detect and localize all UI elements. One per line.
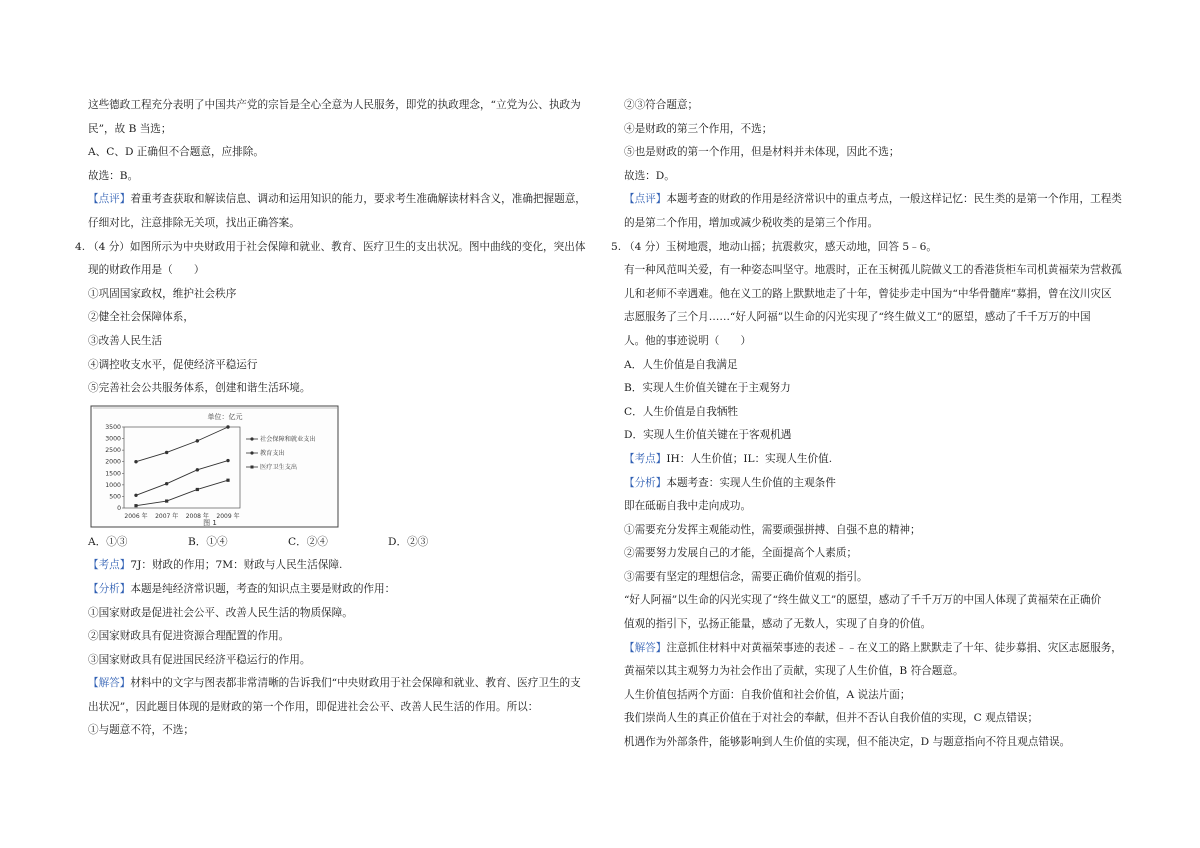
fenxi-item: 值观的指引下，弘扬正能量，感动了无数人，实现了自身的价值。: [624, 618, 932, 631]
data-point: [134, 504, 137, 507]
fenxi-item: “好人阿福”以生命的闪光实现了“终生做义工”的愿望，感动了千千万万的中国人体现了黄福荣在正确价: [624, 594, 1102, 607]
y-tick-label: 2500: [105, 446, 121, 454]
x-tick-label: 2009 年: [216, 512, 240, 520]
question-4-stem: [75, 236, 593, 260]
comment-tag: 【点评】: [88, 193, 131, 206]
fenxi-item: ②需要努力发展自己的才能，全面提高个人素质；: [624, 547, 858, 560]
jieda-line: [624, 637, 1132, 661]
fenxi-line: [88, 578, 593, 602]
passage-line: 有一种风范叫关爱，有一种姿态叫坚守。地震时，正在玉树孤儿院做义工的香港货柜车司机黄福荣为营救孤: [624, 264, 1122, 277]
expenditure-chart: [90, 405, 340, 529]
fenxi-item: ③国家财政具有促进国民经济平稳运行的作用。: [88, 653, 311, 666]
text-line: ②③符合题意；: [624, 99, 699, 111]
fenxi-text: 本题考查：实现人生价值的主观条件: [666, 476, 836, 489]
data-point: [196, 488, 199, 491]
chart-svg: [90, 405, 340, 529]
chart-caption: 图 1: [203, 518, 217, 527]
question-item: ④调控收支水平，促使经济平稳运行: [88, 358, 258, 371]
text-line: 故选：D。: [624, 169, 675, 182]
comment-tag: 【点评】: [624, 193, 667, 206]
question-number: 4.: [75, 240, 86, 253]
y-tick-label: 2000: [105, 458, 121, 466]
legend-label: 医疗卫生支出: [260, 463, 298, 471]
text-line: 这些德政工程充分表明了中国共产党的宗旨是全心全意为人民服务，即党的执政理念，“立党为公、执政为: [88, 99, 581, 111]
data-point: [226, 459, 229, 462]
text-line: 仔细对比，注意排除无关项，找出正确答案。: [88, 216, 300, 229]
right-column: [611, 94, 1132, 755]
data-point: [196, 439, 199, 442]
y-tick-label: 3500: [105, 423, 121, 431]
fenxi-item: ①国家财政是促进社会公平、改善人民生活的物质保障。: [88, 606, 353, 619]
answer-options: [88, 531, 593, 555]
passage-line: 儿和老师不幸遇难。他在义工的路上默默地走了十年，曾徒步走中国为“中华骨髓库”募捐，曾在汶川灾区: [624, 287, 1112, 300]
option-b[interactable]: B．①④: [188, 535, 228, 548]
legend-label: 社会保障和就业支出: [260, 435, 316, 443]
kaodian-line: [624, 448, 1132, 472]
question-item: ②健全社会保障体系，: [88, 311, 194, 324]
data-point: [134, 493, 137, 496]
option-d[interactable]: D．实现人生价值关键在于客观机遇: [624, 429, 792, 442]
fenxi-item: ③需要有坚定的理想信念，需要正确价值观的指引。: [624, 570, 868, 583]
option-a[interactable]: A．人生价值是自我满足: [624, 358, 738, 371]
question-stem: （4 分）玉树地震，地动山摇；抗震救灾，感天动地，回答 5﹣6。: [624, 240, 937, 253]
x-tick-label: 2007 年: [155, 512, 179, 520]
text-line: 的是第二个作用，增加或减少税收类的是第三个作用。: [624, 216, 879, 229]
text-line: 出状况”，因此题目体现的是财政的第一个作用，即促进社会公平、改善人民生活的作用。所以：: [88, 700, 539, 713]
comment-text: 着重考查获取和解读信息、调动和运用知识的能力，要求考生准确解读材料含义，准确把握题意，: [130, 193, 586, 206]
x-tick-label: 2008 年: [185, 512, 209, 520]
y-tick-label: 0: [117, 504, 121, 512]
data-point: [226, 478, 229, 481]
text-line: 故选：B。: [88, 169, 139, 182]
jieda-text: 注意抓住材料中对黄福荣事迹的表述﹣﹣在义工的路上默默走了十年、徒步募捐、灾区志愿服务，: [666, 641, 1122, 654]
question-item: ①巩固国家政权，维护社会秩序: [88, 287, 237, 300]
fenxi-tag: 【分析】: [624, 476, 667, 489]
kaodian-text: IH：人生价值；IL：实现人生价值.: [666, 452, 833, 465]
passage-line: 人。他的事迹说明（ ）: [624, 334, 752, 347]
option-b[interactable]: B．实现人生价值关键在于主观努力: [624, 382, 791, 395]
fenxi-text: 本题是纯经济常识题，考查的知识点主要是财政的作用：: [130, 582, 396, 595]
jieda-item: 人生价值包括两个方面：自我价值和社会价值，A 说法片面；: [624, 688, 911, 701]
jieda-item: 我们崇尚人生的真正价值在于对社会的奉献，但并不否认自我价值的实现，C 观点错误；: [624, 712, 1039, 725]
kaodian-tag: 【考点】: [624, 452, 667, 465]
question-5-stem: [611, 236, 1132, 260]
jieda-tag: 【解答】: [88, 677, 131, 690]
jieda-text: 材料中的文字与图表都非常清晰的告诉我们“中央财政用于社会保障和就业、教育、医疗卫生的支: [130, 677, 581, 690]
data-point: [226, 425, 229, 428]
y-tick-label: 1500: [105, 470, 121, 478]
text-line: A、C、D 正确但不合题意，应排除。: [88, 146, 264, 159]
question-number: 5.: [611, 240, 622, 253]
jieda-item: 黄福荣以其主观努力为社会作出了贡献，实现了人生价值，B 符合题意。: [624, 665, 964, 678]
fenxi-tag: 【分析】: [88, 582, 131, 595]
data-point: [165, 450, 168, 453]
option-d[interactable]: D．②③: [388, 535, 429, 548]
option-c[interactable]: C．人生价值是自我牺牲: [624, 405, 739, 418]
comment-line: [624, 188, 1132, 212]
question-stem: （4 分）如图所示为中央财政用于社会保障和就业、教育、医疗卫生的支出状况。图中曲线的变化，突出体: [88, 240, 586, 253]
question-item: ⑤完善社会公共服务体系，创建和谐生活环境。: [88, 382, 311, 395]
kaodian-line: [88, 554, 593, 578]
legend-marker: [250, 451, 253, 454]
legend-label: 教育支出: [260, 449, 285, 457]
fenxi-item: ①需要充分发挥主观能动性，需要顽强拼搏、自强不息的精神；: [624, 523, 921, 536]
y-tick-label: 1000: [105, 481, 121, 489]
chart-title: 单位：亿元: [207, 412, 243, 421]
comment-line: [88, 188, 593, 212]
fenxi-line: [624, 472, 1132, 496]
text-line: 民”，故 B 当选；: [88, 122, 172, 135]
x-tick-label: 2006 年: [124, 512, 148, 520]
jieda-tag: 【解答】: [624, 641, 667, 654]
comment-text: 本题考查的财政的作用是经济常识中的重点考点，一般这样记忆：民生类的是第一个作用，工程类: [666, 193, 1122, 206]
legend-marker: [251, 465, 254, 468]
data-point: [165, 482, 168, 485]
option-a[interactable]: A．①③: [88, 535, 128, 548]
text-line: ④是财政的第三个作用，不选；: [624, 122, 773, 135]
fenxi-item: 即在砥砺自我中走向成功。: [624, 500, 752, 513]
kaodian-tag: 【考点】: [88, 559, 131, 572]
legend-marker: [250, 437, 253, 440]
text-line: ⑤也是财政的第一个作用，但是材料并未体现，因此不选；: [624, 146, 900, 159]
jieda-item: 机遇作为外部条件，能够影响到人生价值的实现，但不能决定，D 与题意指向不符且观点错误。: [624, 736, 1071, 749]
data-point: [165, 499, 168, 502]
kaodian-text: 7J：财政的作用；7M：财政与人民生活保障.: [130, 559, 343, 572]
chart-frame: [91, 406, 338, 527]
fenxi-item: ②国家财政具有促进资源合理配置的作用。: [88, 630, 290, 643]
passage-line: 志愿服务了三个月……“好人阿福”以生命的闪光实现了“终生做义工”的愿望，感动了千千万万的中国: [624, 311, 1091, 324]
question-stem-cont: 现的财政作用是（ ）: [88, 264, 205, 277]
option-c[interactable]: C．②④: [288, 535, 328, 548]
jieda-line: [88, 672, 593, 696]
y-tick-label: 3000: [105, 435, 121, 443]
data-point: [134, 460, 137, 463]
data-point: [196, 468, 199, 471]
text-line: ①与题意不符，不选；: [88, 724, 194, 737]
left-column: [75, 94, 593, 743]
y-tick-label: 500: [109, 493, 121, 501]
question-item: ③改善人民生活: [88, 334, 163, 347]
